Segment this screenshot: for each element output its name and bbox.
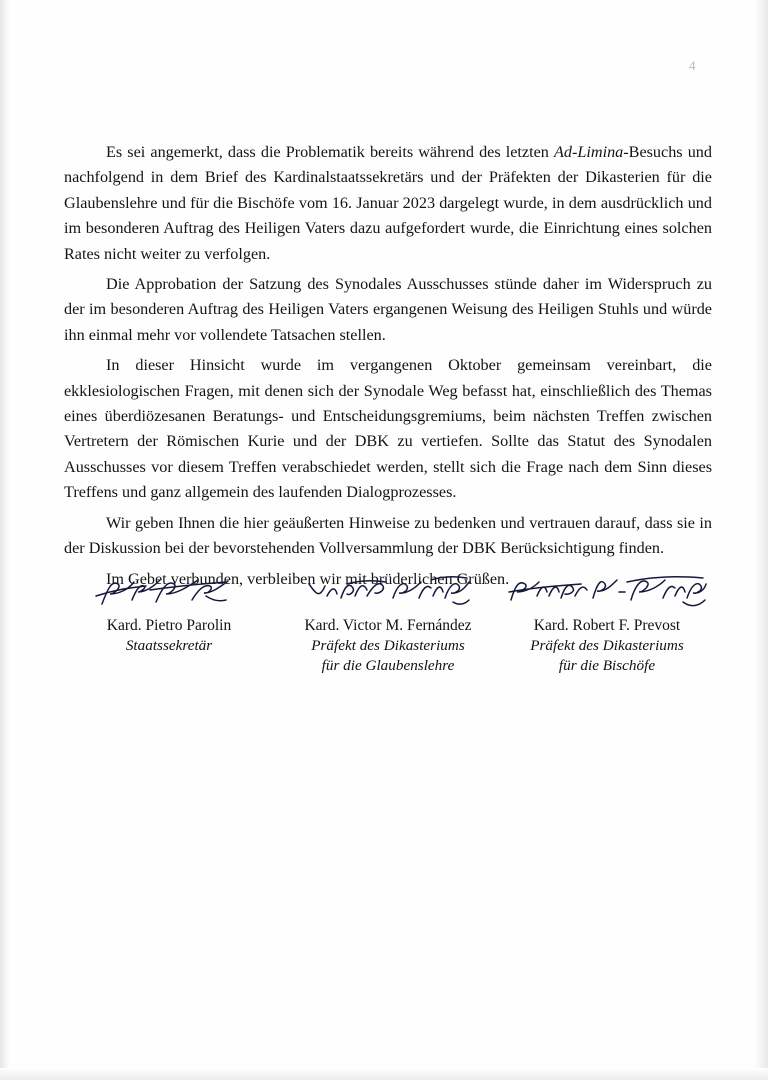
signature-name-prevost: Kard. Robert F. Prevost (533, 617, 681, 634)
signature-parolin (62, 570, 276, 656)
paragraph-1-run-3: -Besuchs und nachfolgend in dem Brief des Kardinalstaatssekretärs und der Präfekten der Dikasterien für die Glaubenslehre und für die Bischöfe vom 16. Januar 2023 dargelegt wurde, in dem ausdrücklich und im besonderen Auftrag des Heiligen Vaters dazu aufgefordert wurde, die Einrichtung eines solchen Rates nicht weiter zu verfolgen. (64, 143, 712, 263)
signature-block (62, 570, 714, 676)
signature-title-prevost-line2: für die Bischöfe (558, 657, 656, 674)
signature-fernandez (281, 570, 495, 676)
scan-edge-left (0, 0, 10, 1080)
scan-edge-bottom (0, 1068, 768, 1080)
paragraph-1-run-1: Es sei angemerkt, dass die Problematik bereits während des letzten (106, 143, 555, 161)
paragraph-5: Im Gebet verbunden, verbleiben wir mit brüderlichen Grüßen. (106, 569, 510, 588)
paragraph-2: Die Approbation der Satzung des Synodales Ausschusses stünde daher im Widerspruch zu der im besonderen Auftrag des Heiligen Vaters ergangenen Weisung des Heiligen Stuhls und würde ihn einmal mehr vor vollendete Tatsachen stellen. (64, 275, 712, 344)
handwritten-signature-icon (50, 570, 276, 614)
handwritten-signature-icon (281, 570, 495, 614)
paragraph-3: In dieser Hinsicht wurde im vergangenen Oktober gemeinsam vereinbart, die ekklesiologischen Fragen, mit denen sich der Synodale Weg befasst hat, einschließlich des Themas eines überdiözesanen Beratungs- und Entscheidungsgremiums, beim nächsten Treffen zwischen Vertretern der Römischen Kurie und der DBK zu vertiefen. Sollte das Statut des Synodalen Ausschusses vor diesem Treffen verabschiedet werden, stellt sich die Frage nach dem Sinn dieses Treffens und ganz allgemein des laufenden Dialogprozesses. (64, 356, 712, 502)
signature-name-parolin: Kard. Pietro Parolin (106, 617, 232, 634)
scan-edge-right (754, 0, 768, 1080)
signature-name-fernandez: Kard. Victor M. Fernández (304, 617, 472, 634)
handwritten-signature-icon (500, 570, 714, 614)
signature-title-prevost-line1: Präfekt des Dikasteriums (530, 637, 684, 654)
letter-body (64, 140, 712, 594)
page-number: 4 (689, 58, 696, 73)
signature-title-fernandez-line1: Präfekt des Dikasteriums (311, 637, 465, 654)
signature-title-parolin-line1: Staatssekretär (125, 637, 213, 654)
signature-title-fernandez-line2: für die Glaubenslehre (321, 657, 455, 674)
paragraph-1-run-2-italic: Ad-Limina (554, 143, 624, 161)
signature-prevost (500, 570, 714, 676)
paragraph-1 (64, 140, 712, 267)
paragraph-4: Wir geben Ihnen die hier geäußerten Hinweise zu bedenken und vertrauen darauf, dass sie in der Diskussion bei der bevorstehenden Vollversammlung der DBK Berücksichtigung finden. (64, 513, 712, 558)
